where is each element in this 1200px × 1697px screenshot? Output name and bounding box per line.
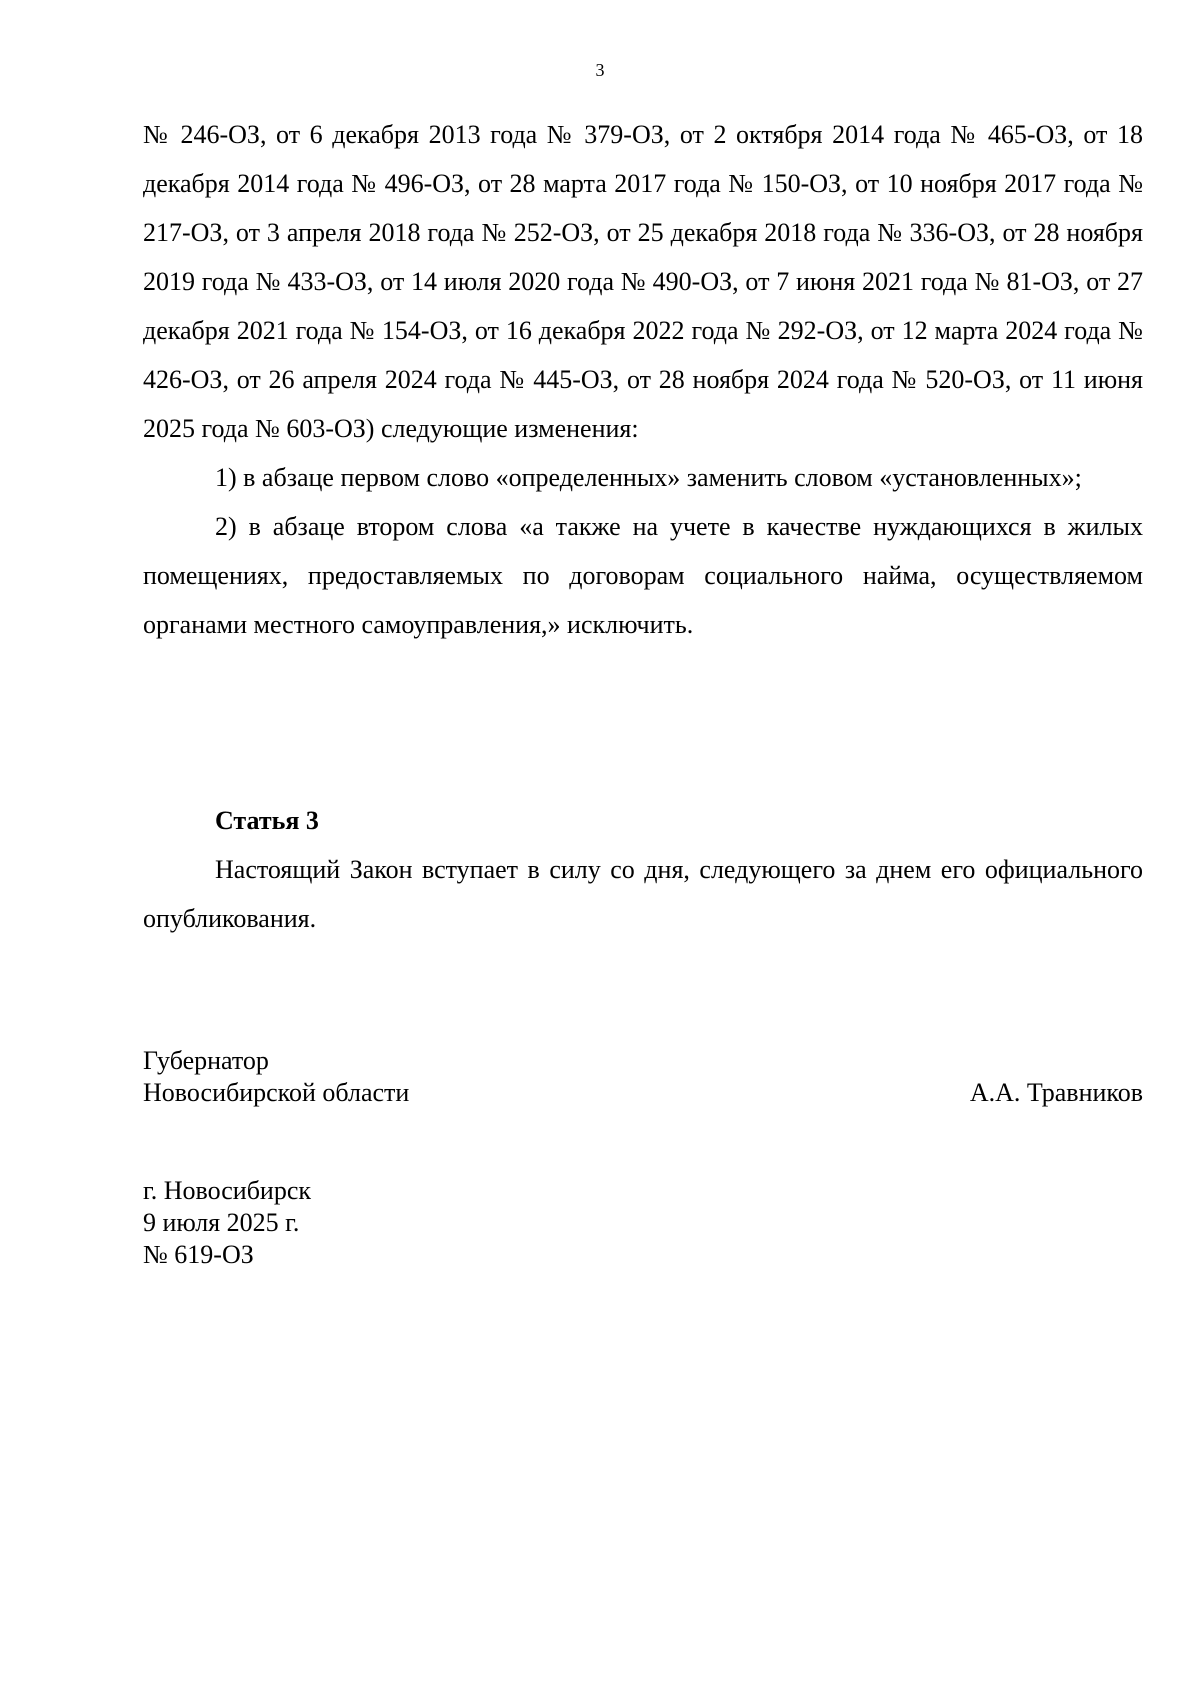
signatory-name: А.А. Травников [969,1078,1143,1107]
signatory-title-line-1: Губернатор [143,1046,269,1075]
article-3-heading: Статья 3 [215,806,319,835]
document-footer [143,1175,311,1271]
signature-block [143,1045,1143,1109]
amendment-item-2: 2) в абзаце втором слова «а также на учете в качестве нуждающихся в жилых помещениях, предоставляемых по договорам социального найма, осуществляемом органами местного самоуправления,» исключить. [143,512,1143,639]
amendment-item-1: 1) в абзаце первом слово «определенных» заменить словом «установленных»; [215,463,1082,492]
footer-law-number: № 619-ОЗ [143,1240,254,1269]
signatory-title-line-2: Новосибирской области [143,1078,410,1107]
page-number: 3 [595,60,605,80]
footer-date: 9 июля 2025 г. [143,1208,300,1237]
article-3-text: Настоящий Закон вступает в силу со дня, следующего за днем его официального опубликования. [143,855,1143,933]
article-3-section [143,796,1143,943]
amendments-paragraph: № 246-ОЗ, от 6 декабря 2013 года № 379-ОЗ, от 2 октября 2014 года № 465-ОЗ, от 18 декабря 2014 года № 496-ОЗ, от 28 марта 2017 года № 150-ОЗ, от 10 ноября 2017 года № 217-ОЗ, от 3 апреля 2018 года № 252-ОЗ, от 25 декабря 2018 года № 336-ОЗ, от 28 ноября 2019 года № 433-ОЗ, от 14 июля 2020 года № 490-ОЗ, от 7 июня 2021 года № 81-ОЗ, от 27 декабря 2021 года № 154-ОЗ, от 16 декабря 2022 года № 292-ОЗ, от 12 марта 2024 года № 426-ОЗ, от 26 апреля 2024 года № 445-ОЗ, от 28 ноября 2024 года № 520-ОЗ, от 11 июня 2025 года № 603-ОЗ) следующие изменения: [143,120,1143,443]
document-body [143,110,1143,649]
footer-city: г. Новосибирск [143,1176,312,1205]
